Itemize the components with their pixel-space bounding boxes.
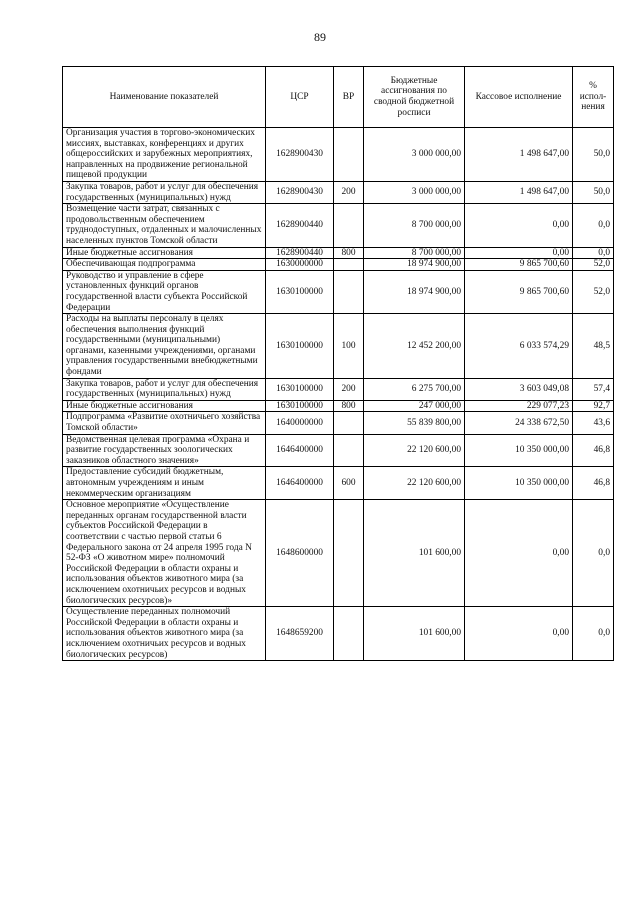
- row-csr: 1628900430: [266, 181, 334, 203]
- row-csr: 1630100000: [266, 314, 334, 379]
- row-vr: 100: [334, 314, 364, 379]
- row-execution: 0,00: [465, 204, 573, 247]
- table-row: [63, 181, 614, 203]
- row-assignments: 12 452 200,00: [364, 314, 465, 379]
- row-name: Расходы на выплаты персоналу в целях обеспечения выполнения функций государственными (муниципальными) органами, казенными учреждениями, органами управления государственными внебюджетными фондами: [63, 314, 266, 379]
- row-assignments: 22 120 600,00: [364, 467, 465, 500]
- row-execution: 6 033 574,29: [465, 314, 573, 379]
- row-execution: 10 350 000,00: [465, 467, 573, 500]
- row-execution: 24 338 672,50: [465, 412, 573, 434]
- row-percent: 50,0: [573, 128, 614, 182]
- row-execution: 9 865 700,60: [465, 259, 573, 271]
- row-percent: 0,0: [573, 500, 614, 607]
- table-row: [63, 378, 614, 400]
- table-row: [63, 434, 614, 467]
- header-percent: % испол-нения: [573, 67, 614, 128]
- table-row: [63, 500, 614, 607]
- page-number: 89: [314, 30, 326, 44]
- row-percent: 43,6: [573, 412, 614, 434]
- table-row: [63, 400, 614, 412]
- row-vr: [334, 607, 364, 661]
- row-execution: 229 077,23: [465, 400, 573, 412]
- row-vr: 800: [334, 400, 364, 412]
- row-vr: [334, 270, 364, 313]
- row-name: Ведомственная целевая программа «Охрана и развитие государственных зоологических заказников областного значения»: [63, 434, 266, 467]
- row-assignments: 101 600,00: [364, 607, 465, 661]
- row-name: Осуществление переданных полномочий Российской Федерации в области охраны и использования объектов животного мира (за исключением охотничьих ресурсов и водных биологических ресурсов): [63, 607, 266, 661]
- row-percent: 50,0: [573, 181, 614, 203]
- row-vr: [334, 412, 364, 434]
- table-header-row: [63, 67, 614, 128]
- row-vr: 600: [334, 467, 364, 500]
- row-assignments: 8 700 000,00: [364, 247, 465, 259]
- header-csr: ЦСР: [266, 67, 334, 128]
- row-csr: 1630100000: [266, 400, 334, 412]
- header-assignments: Бюджетные ассигнования по сводной бюджетной росписи: [364, 67, 465, 128]
- row-percent: 0,0: [573, 607, 614, 661]
- table-row: [63, 128, 614, 182]
- row-name: Основное мероприятие «Осуществление переданных органам государственной власти субъектов Российской Федерации в соответствии с частью первой статьи 6 Федерального закона от 24 апреля 1995 года N 52-ФЗ «О животном мире» полномочий Российской Федерации в области охраны и использования объектов животного мира (за исключением охотничьих ресурсов и водных биологических ресурсов)»: [63, 500, 266, 607]
- budget-execution-table: [62, 66, 614, 661]
- row-execution: 3 603 049,08: [465, 378, 573, 400]
- row-name: Обеспечивающая подпрограмма: [63, 259, 266, 271]
- table-row: [63, 607, 614, 661]
- row-csr: 1630100000: [266, 270, 334, 313]
- table-row: [63, 204, 614, 247]
- row-name: Подпрограмма «Развитие охотничьего хозяйства Томской области»: [63, 412, 266, 434]
- row-csr: 1640000000: [266, 412, 334, 434]
- row-execution: 1 498 647,00: [465, 181, 573, 203]
- row-csr: 1648659200: [266, 607, 334, 661]
- row-vr: 200: [334, 378, 364, 400]
- row-vr: 200: [334, 181, 364, 203]
- row-percent: 57,4: [573, 378, 614, 400]
- table-row: [63, 467, 614, 500]
- table-row: [63, 412, 614, 434]
- row-vr: [334, 128, 364, 182]
- row-execution: 0,00: [465, 500, 573, 607]
- row-execution: 1 498 647,00: [465, 128, 573, 182]
- row-assignments: 247 000,00: [364, 400, 465, 412]
- row-name: Иные бюджетные ассигнования: [63, 400, 266, 412]
- row-assignments: 6 275 700,00: [364, 378, 465, 400]
- header-name: Наименование показателей: [63, 67, 266, 128]
- row-vr: 800: [334, 247, 364, 259]
- row-name: Организация участия в торгово-экономических миссиях, выставках, конференциях и других общероссийских и зарубежных мероприятиях, направленных на продвижение региональной пищевой продукции: [63, 128, 266, 182]
- row-vr: [334, 259, 364, 271]
- row-name: Закупка товаров, работ и услуг для обеспечения государственных (муниципальных) нужд: [63, 378, 266, 400]
- row-assignments: 8 700 000,00: [364, 204, 465, 247]
- row-execution: 9 865 700,60: [465, 270, 573, 313]
- table-row: [63, 314, 614, 379]
- row-assignments: 101 600,00: [364, 500, 465, 607]
- row-csr: 1628900440: [266, 247, 334, 259]
- row-assignments: 3 000 000,00: [364, 128, 465, 182]
- row-name: Закупка товаров, работ и услуг для обеспечения государственных (муниципальных) нужд: [63, 181, 266, 203]
- header-execution: Кассовое исполнение: [465, 67, 573, 128]
- row-name: Предоставление субсидий бюджетным, автономным учреждениям и иным некоммерческим организациям: [63, 467, 266, 500]
- row-csr: 1628900440: [266, 204, 334, 247]
- row-percent: 52,0: [573, 259, 614, 271]
- row-execution: 0,00: [465, 247, 573, 259]
- row-csr: 1646400000: [266, 467, 334, 500]
- row-csr: 1630000000: [266, 259, 334, 271]
- row-name: Руководство и управление в сфере установленных функций органов государственной власти субъекта Российской Федерации: [63, 270, 266, 313]
- row-csr: 1630100000: [266, 378, 334, 400]
- row-assignments: 18 974 900,00: [364, 259, 465, 271]
- row-vr: [334, 500, 364, 607]
- row-name: Иные бюджетные ассигнования: [63, 247, 266, 259]
- table-row: [63, 247, 614, 259]
- table-row: [63, 259, 614, 271]
- row-assignments: 18 974 900,00: [364, 270, 465, 313]
- row-csr: 1646400000: [266, 434, 334, 467]
- row-assignments: 3 000 000,00: [364, 181, 465, 203]
- row-vr: [334, 204, 364, 247]
- row-execution: 10 350 000,00: [465, 434, 573, 467]
- row-percent: 46,8: [573, 434, 614, 467]
- row-percent: 48,5: [573, 314, 614, 379]
- row-percent: 52,0: [573, 270, 614, 313]
- row-name: Возмещение части затрат, связанных с продовольственным обеспечением труднодоступных, отдаленных и малочисленных населенных пунктов Томской области: [63, 204, 266, 247]
- row-percent: 46,8: [573, 467, 614, 500]
- row-percent: 92,7: [573, 400, 614, 412]
- row-percent: 0,0: [573, 247, 614, 259]
- row-percent: 0,0: [573, 204, 614, 247]
- row-execution: 0,00: [465, 607, 573, 661]
- row-csr: 1648600000: [266, 500, 334, 607]
- header-vr: ВР: [334, 67, 364, 128]
- row-vr: [334, 434, 364, 467]
- row-csr: 1628900430: [266, 128, 334, 182]
- row-assignments: 55 839 800,00: [364, 412, 465, 434]
- table-row: [63, 270, 614, 313]
- row-assignments: 22 120 600,00: [364, 434, 465, 467]
